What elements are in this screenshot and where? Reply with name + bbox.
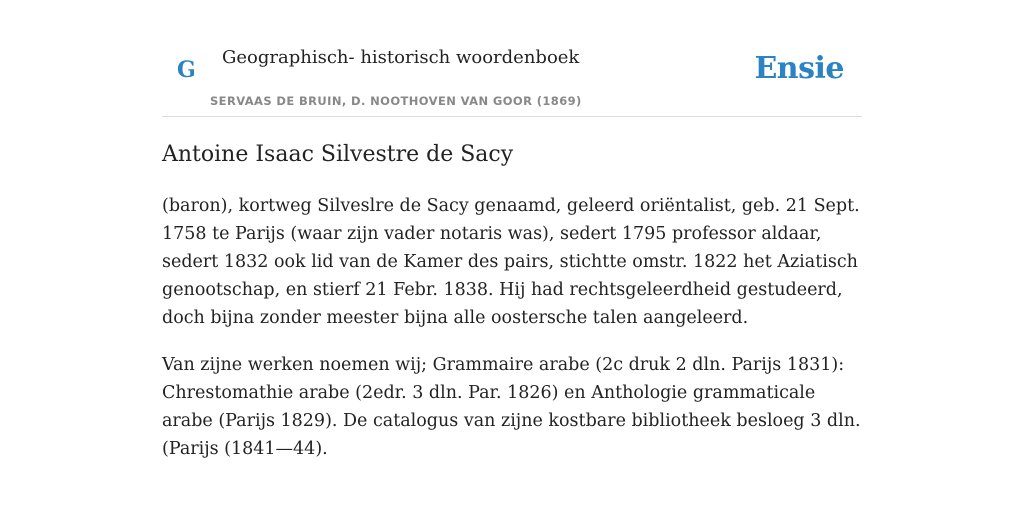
ensie-logo-link[interactable]: Ensie [754,51,844,86]
dictionary-author: SERVAAS DE BRUIN, D. NOOTHOVEN VAN GOOR (1869) [210,94,582,108]
dictionary-title-link[interactable]: Geographisch- historisch woordenboek [222,47,580,68]
entry-body [162,192,862,482]
entry-title: Antoine Isaac Silvestre de Sacy [162,142,514,167]
entry-paragraph: Van zijne werken noemen wij; Grammaire arabe (2c druk 2 dln. Parijs 1831): Chrestomathie arabe (2edr. 3 dln. Par. 1826) en Anthologie grammaticale arabe (Parijs 1829). De catalogus van zijne kostbare bibliotheek besloeg 3 dln. (Parijs (1841—44). [162,355,861,459]
dictionary-logo-icon[interactable]: G [177,57,196,83]
entry-paragraph: (baron), kortweg Silveslre de Sacy genaamd, geleerd oriëntalist, geb. 21 Sept. 1758 te Parijs (waar zijn vader notaris was), sedert 1795 professor aldaar, sedert 1832 ook lid van de Kamer des pairs, stichtte omstr. 1822 het Aziatisch genootschap, en stierf 21 Febr. 1838. Hij had rechtsgeleerdheid gestudeerd, doch bijna zonder meester bijna alle oostersche talen aangeleerd. [162,196,860,328]
dictionary-header [162,0,862,117]
